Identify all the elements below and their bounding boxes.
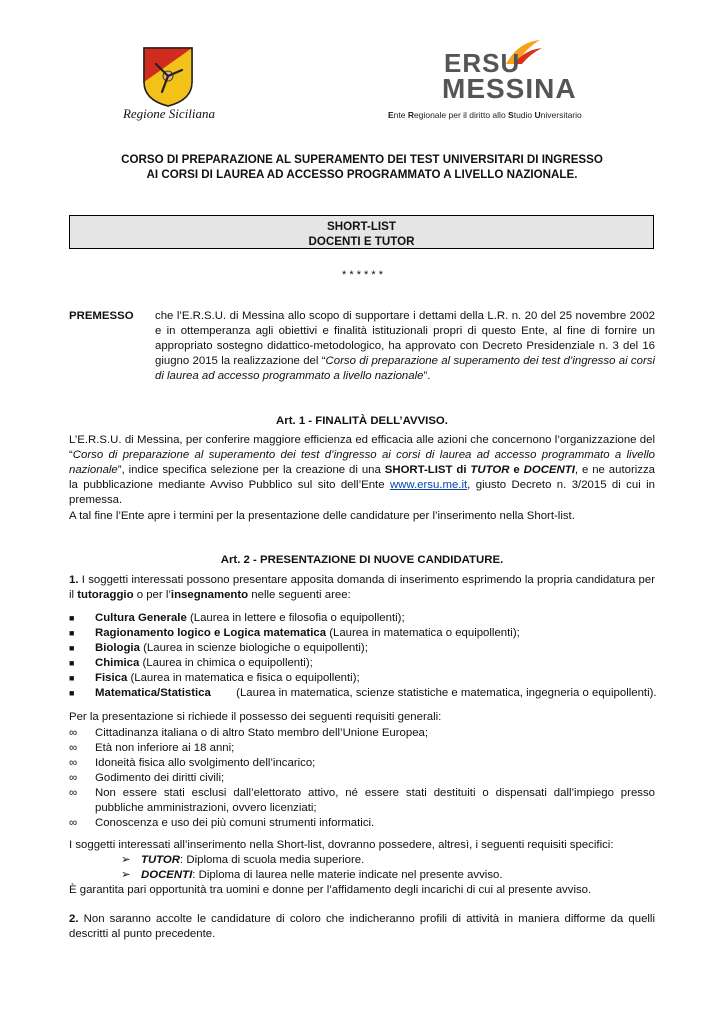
list-item: ∞ Godimento dei diritti civili;: [69, 772, 225, 784]
requirements-intro: Per la presentazione si richiede il possesso dei seguenti requisiti generali:: [69, 711, 442, 723]
list-item: ∞ Età non inferiore ai 18 anni;: [69, 742, 235, 754]
bullet-icon: ■: [69, 628, 75, 638]
logo-text-messina: MESSINA: [442, 73, 577, 104]
infinity-bullet-icon: ∞: [69, 787, 78, 799]
art1-paragraph: L’E.R.S.U. di Messina, per conferire maggiore efficienza ed efficacia alle azioni che concernono l’organizzazione del “Corso di preparazione al superamento dei test d’ingresso ai corsi di laurea ad accesso programmato a livello nazionale”, indice specifica selezione per la creazione di una SHORT-LIST di TUTOR e DOCENTI, e ne autorizza la pubblicazione mediante Avviso Pubblico sul sito dell’Ente www.ersu.me.it, giusto Decreto n. 3/2015 di cui in premessa.: [69, 434, 656, 506]
region-label: Regione Siciliana: [122, 106, 216, 121]
infinity-bullet-icon: ∞: [69, 757, 78, 769]
infinity-bullet-icon: ∞: [69, 742, 78, 754]
arrow-bullet-icon: ➢: [121, 854, 131, 866]
bullet-icon: ■: [69, 643, 75, 653]
infinity-bullet-icon: ∞: [69, 817, 78, 829]
regione-siciliana-crest: [140, 44, 196, 108]
list-item: ■ Ragionamento logico e Logica matematica (Laurea in matematica o equipollenti);: [69, 627, 520, 639]
art1-title: Art. 1 - FINALITÀ DELL’AVVISO.: [276, 415, 448, 427]
art2-paragraph-2: 2. Non saranno accolte le candidature di coloro che indicheranno profili di attività in maniera difforme da quelli descritti al punto precedente.: [69, 913, 655, 940]
arrow-bullet-icon: ➢: [121, 869, 131, 881]
specific-requirements-intro: I soggetti interessati all’inserimento nella Short-list, dovranno possedere, altresì, i seguenti requisiti specifici:: [69, 839, 614, 851]
art1-paragraph-2: A tal fine l’Ente apre i termini per la presentazione delle candidature per l’inserimento nella Short-list.: [69, 510, 575, 522]
areas-list: [69, 611, 655, 701]
list-item: ■ Matematica/Statistica (Laurea in matematica, scienze statistiche e matematica, ingegneria o equipollenti).: [69, 687, 657, 699]
infinity-bullet-icon: ∞: [69, 772, 78, 784]
art2-paragraph-1: 1. I soggetti interessati possono presentare apposita domanda di inserimento esprimendo la propria candidatura per il tutoraggio o per l’insegnamento nelle seguenti aree:: [69, 574, 655, 601]
equal-opportunity-text: È garantita pari opportunità tra uomini e donne per l’affidamento degli incarichi di cui al presente avviso.: [69, 884, 592, 896]
infinity-bullet-icon: ∞: [69, 727, 78, 739]
ersu-website-link[interactable]: www.ersu.me.it: [389, 479, 468, 491]
art2-title: Art. 2 - PRESENTAZIONE DI NUOVE CANDIDATURE.: [220, 554, 504, 566]
ente-subtitle: Ente Regionale per il diritto allo Studio Universitario: [388, 110, 582, 120]
list-item: ➢ TUTOR: Diploma di scuola media superiore.: [121, 854, 365, 866]
separator-stars: * * * * * *: [341, 269, 383, 281]
list-item: ∞ Cittadinanza italiana o di altro Stato membro dell’Unione Europea;: [69, 727, 429, 739]
list-item: ■ Fisica (Laurea in matematica e fisica o equipollenti);: [69, 672, 360, 684]
list-item: ■ Chimica (Laurea in chimica o equipollenti);: [69, 657, 313, 669]
roles-list: [69, 853, 655, 883]
bullet-icon: ■: [69, 673, 75, 683]
ersu-messina-logo: [438, 36, 577, 106]
logo-text-ersu: ERSU: [444, 48, 521, 78]
list-item: ■ Biologia (Laurea in scienze biologiche o equipollenti);: [69, 642, 368, 654]
premesso-label: PREMESSO: [69, 310, 134, 322]
bullet-icon: ■: [69, 613, 75, 623]
list-item: ∞ Idoneità fisica allo svolgimento dell’incarico;: [69, 757, 316, 769]
shortlist-box: [69, 215, 654, 249]
bullet-icon: ■: [69, 688, 75, 698]
list-item: ■ Cultura Generale (Laurea in lettere e filosofia o equipollenti);: [69, 612, 405, 624]
premesso-text: che l’E.R.S.U. di Messina allo scopo di supportare i dettami della L.R. n. 20 del 25 novembre 2002 e in ottemperanza agli obiettivi e finalità istituzionali propri di questo Ente, al fine di fornire un appropriato sostegno didattico-metodologico, ha approvato con Decreto Presidenziale n. 3 del 16 giugno 2015 la realizzazione del “Corso di preparazione al superamento dei test d’ingresso ai corsi di laurea ad accesso programmato a livello nazionale”.: [155, 310, 655, 382]
document-title: CORSO DI PREPARAZIONE AL SUPERAMENTO DEI TEST UNIVERSITARI DI INGRESSO AI CORSI DI LAUREA AD ACCESSO PROGRAMMATO A LIVELLO NAZIONALE.: [121, 153, 603, 181]
list-item: ∞ Conoscenza e uso dei più comuni strumenti informatici.: [69, 817, 375, 829]
list-item: ∞ Non essere stati esclusi dall’elettorato attivo, né essere stati destituiti o dispensati dall’impiego presso pubbliche amministrazioni, ovvero licenziati;: [69, 787, 655, 814]
box-line-1: SHORT-LIST: [327, 220, 396, 233]
requirements-list: [69, 726, 655, 831]
bullet-icon: ■: [69, 658, 75, 668]
box-line-2: DOCENTI E TUTOR: [308, 235, 415, 248]
list-item: ➢ DOCENTI: Diploma di laurea nelle materie indicate nel presente avviso.: [121, 869, 503, 881]
